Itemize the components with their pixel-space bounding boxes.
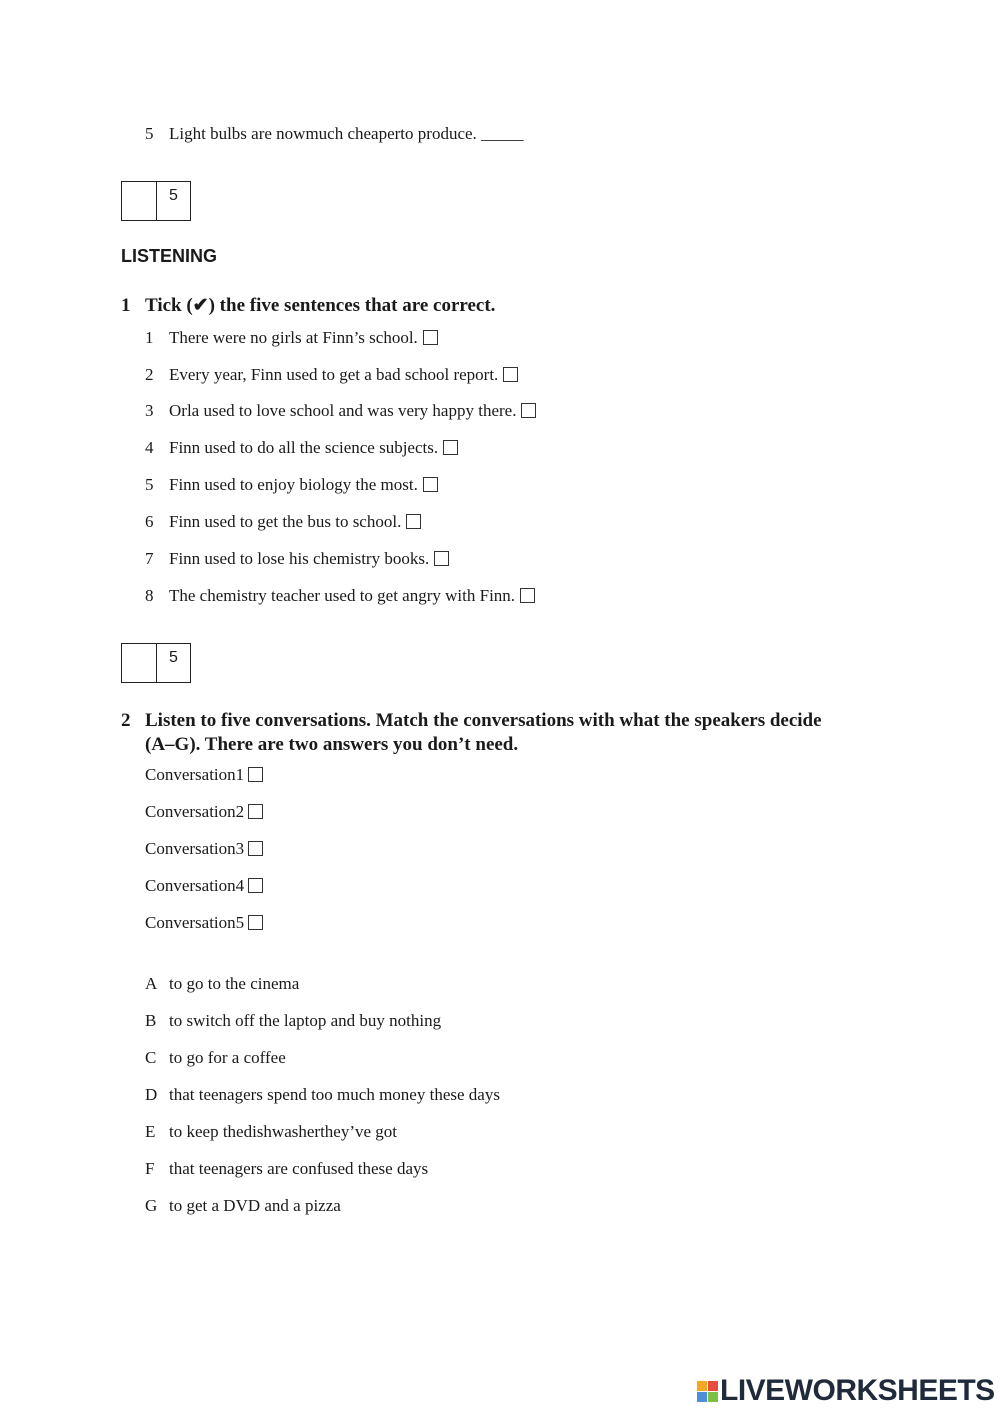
- answer-box[interactable]: [248, 878, 263, 893]
- task1-item: 2 Every year, Finn used to get a bad school report.: [145, 365, 518, 385]
- option-item: [145, 1159, 428, 1179]
- option-letter: D: [145, 1085, 158, 1104]
- prev-item-number: 5: [145, 124, 154, 143]
- conversation-label: Conversation2: [145, 802, 245, 821]
- tick-checkbox[interactable]: [423, 330, 438, 345]
- option-text: that teenagers spend too much money these days: [169, 1085, 500, 1104]
- task1-item-text: Every year, Finn used to get a bad school report.: [169, 365, 499, 384]
- conversation-label: Conversation4: [145, 876, 245, 895]
- section-heading: LISTENING: [121, 246, 218, 266]
- task2-instruction-line2: (A–G). There are two answers you don’t need.: [145, 734, 519, 755]
- logo-square: [708, 1392, 718, 1402]
- logo-square: [697, 1381, 707, 1391]
- conversation-row: [145, 876, 263, 896]
- option-item: [145, 974, 299, 994]
- conversation-row: [145, 802, 263, 822]
- option-item: [145, 1085, 500, 1105]
- score-total: 5: [169, 649, 178, 666]
- task1-item-text: Finn used to lose his chemistry books.: [169, 549, 430, 568]
- liveworksheets-logo: [697, 1374, 995, 1408]
- option-letter: A: [145, 974, 158, 993]
- task1-item: 1 There were no girls at Finn’s school.: [145, 328, 438, 348]
- answer-box[interactable]: [248, 804, 263, 819]
- score-input[interactable]: [122, 644, 157, 682]
- score-box: [121, 643, 191, 683]
- task1-instruction-text: Tick (✔) the five sentences that are correct.: [145, 295, 496, 316]
- conversation-label: Conversation3: [145, 839, 245, 858]
- prev-item-text: Light bulbs are nowmuch cheaperto produce. _____: [169, 124, 524, 143]
- option-text: to go for a coffee: [169, 1048, 286, 1067]
- task1-item-text: The chemistry teacher used to get angry with Finn.: [169, 586, 516, 605]
- task1-item-text: There were no girls at Finn’s school.: [169, 328, 418, 347]
- task1-number: 1: [121, 295, 131, 316]
- task1-item: 5 Finn used to enjoy biology the most.: [145, 475, 438, 495]
- task2-instruction-line1: Listen to five conversations. Match the conversations with what the speakers decide: [145, 710, 822, 731]
- option-item: [145, 1048, 286, 1068]
- option-text: to go to the cinema: [169, 974, 300, 993]
- conversation-row: [145, 839, 263, 859]
- task1-item-text: Finn used to enjoy biology the most.: [169, 475, 418, 494]
- tick-checkbox[interactable]: [434, 551, 449, 566]
- score-input[interactable]: [122, 182, 157, 220]
- tick-checkbox[interactable]: [520, 588, 535, 603]
- option-letter: F: [145, 1159, 155, 1178]
- answer-box[interactable]: [248, 915, 263, 930]
- option-text: to switch off the laptop and buy nothing: [169, 1011, 442, 1030]
- task2-number: 2: [121, 710, 131, 731]
- task1-instruction: [121, 294, 921, 318]
- option-text: that teenagers are confused these days: [169, 1159, 429, 1178]
- tick-checkbox[interactable]: [503, 367, 518, 382]
- task1-item: 4 Finn used to do all the science subjects.: [145, 438, 458, 458]
- conversation-label: Conversation5: [145, 913, 245, 932]
- logo-square: [708, 1381, 718, 1391]
- tick-checkbox[interactable]: [521, 403, 536, 418]
- option-letter: C: [145, 1048, 157, 1067]
- option-item: [145, 1196, 341, 1216]
- task2-instruction: [121, 709, 921, 757]
- task1-item-text: Finn used to do all the science subjects.: [169, 438, 439, 457]
- task1-item: 6 Finn used to get the bus to school.: [145, 512, 421, 532]
- option-text: to keep thedishwasherthey’ve got: [169, 1122, 398, 1141]
- option-letter: G: [145, 1196, 158, 1215]
- task1-item: 8 The chemistry teacher used to get angry with Finn.: [145, 586, 535, 606]
- option-letter: E: [145, 1122, 156, 1141]
- conversation-label: Conversation1: [145, 765, 245, 784]
- logo-mark-icon: [697, 1381, 718, 1402]
- answer-box[interactable]: [248, 841, 263, 856]
- score-box: [121, 181, 191, 221]
- conversation-row: [145, 913, 263, 933]
- option-item: [145, 1011, 441, 1031]
- option-letter: B: [145, 1011, 157, 1030]
- option-item: [145, 1122, 397, 1142]
- task1-item: 7 Finn used to lose his chemistry books.: [145, 549, 449, 569]
- logo-text: LIVEWORKSHEETS: [720, 1374, 995, 1407]
- tick-checkbox[interactable]: [443, 440, 458, 455]
- answer-box[interactable]: [248, 767, 263, 782]
- task1-item: 3 Orla used to love school and was very happy there.: [145, 401, 536, 421]
- prev-item: [145, 124, 524, 144]
- option-text: to get a DVD and a pizza: [169, 1196, 341, 1215]
- tick-checkbox[interactable]: [406, 514, 421, 529]
- logo-square: [697, 1392, 707, 1402]
- conversation-row: [145, 765, 263, 785]
- tick-checkbox[interactable]: [423, 477, 438, 492]
- task1-item-text: Orla used to love school and was very happy there.: [169, 401, 517, 420]
- task1-item-text: Finn used to get the bus to school.: [169, 512, 402, 531]
- score-total: 5: [169, 187, 178, 204]
